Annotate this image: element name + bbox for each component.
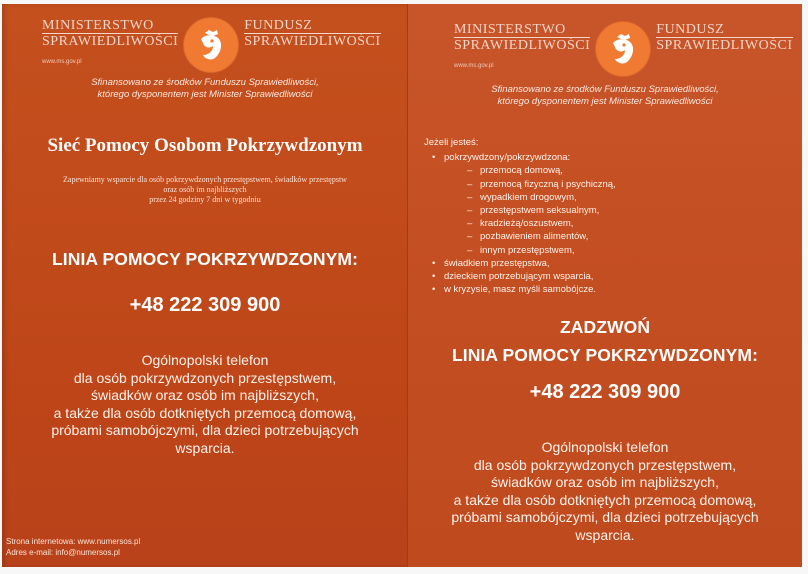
logo-header <box>454 22 793 76</box>
ministry-name-line1: MINISTERSTWO <box>454 22 566 37</box>
body-line: próbami samobójczymi, dla dzieci potrzebujących <box>51 422 359 438</box>
body-line: dla osób pokrzywdzonych przestępstwem, <box>473 456 737 473</box>
website-text: Strona internetowa: www.numersos.pl <box>6 537 141 546</box>
eligibility-item: • świadkiem przestępstwa, <box>424 257 724 270</box>
support-line2: oraz osób im najbliższych <box>163 185 247 194</box>
ministry-logo-text <box>42 18 178 70</box>
left-poster <box>2 4 408 567</box>
email-text: Adres e-mail: info@numersos.pl <box>6 548 120 557</box>
helpline-description <box>2 352 408 457</box>
helpline-heading: LINIA POMOCY POKRZYWDZONYM: <box>51 249 359 269</box>
helpline-phone: +48 222 309 900 <box>529 381 681 403</box>
eligibility-item: • dzieckiem potrzebującym wsparcia, <box>424 270 724 283</box>
eligibility-subitem: – pozbawieniem alimentów, <box>424 230 724 243</box>
eligibility-list <box>424 136 724 296</box>
right-poster <box>408 4 802 567</box>
helpline-heading: LINIA POMOCY POKRZYWDZONYM: <box>451 345 759 365</box>
body-line: Ogólnopolski telefon <box>141 352 269 368</box>
financing-note <box>2 77 408 101</box>
fund-name-line2: SPRAWIEDLIWOŚCI <box>656 38 793 53</box>
ministry-logo-text <box>454 22 590 74</box>
body-line: a także dla osób dotkniętych przemocą domową, <box>453 491 757 508</box>
helpline-phone: +48 222 309 900 <box>129 294 281 316</box>
ministry-name-line1: MINISTERSTWO <box>42 18 154 33</box>
fund-name-line1: FUNDUSZ <box>656 22 725 37</box>
body-line: a także dla osób dotkniętych przemocą domową, <box>53 404 357 421</box>
fund-name-line2: SPRAWIEDLIWOŚCI <box>244 34 381 49</box>
eligibility-subitem: – przemocą fizyczną i psychiczną, <box>424 178 724 191</box>
helpline-description <box>408 439 802 544</box>
eligibility-items <box>424 151 724 296</box>
financing-line2: którego dysponentem jest Minister Sprawiedliwości <box>497 96 713 107</box>
eligibility-subitem: – wypadkiem drogowym, <box>424 191 724 204</box>
body-line: świadków oraz osób im najbliższych, <box>491 474 719 490</box>
support-line3: przez 24 godziny 7 dni w tygodniu <box>149 195 261 204</box>
ministry-url: www.ms.gov.pl <box>454 63 494 69</box>
network-title: Sieć Pomocy Osobom Pokrzywdzonym <box>47 135 363 156</box>
eligibility-subitem: – przemocą domową, <box>424 164 724 177</box>
body-line: Ogólnopolski telefon <box>541 439 669 455</box>
ministry-name-line2: SPRAWIEDLIWOŚCI <box>454 38 591 53</box>
ministry-name-line2: SPRAWIEDLIWOŚCI <box>42 34 179 49</box>
body-line: próbami samobójczymi, dla dzieci potrzebujących <box>451 509 759 525</box>
financing-note <box>408 84 802 108</box>
eligibility-item: • pokrzywdzony/pokrzywdzona: <box>424 151 724 164</box>
eligibility-subitem: – przestępstwem seksualnym, <box>424 204 724 217</box>
financing-line1: Sfinansowano ze środków Funduszu Sprawiedliwości, <box>491 84 719 95</box>
call-heading: ZADZWOŃ <box>559 317 651 337</box>
eligibility-lead: Jeżeli jesteś: <box>424 137 479 148</box>
body-line: wsparcia. <box>575 526 635 543</box>
eligibility-subitem: – innym przestępstwem, <box>424 244 724 257</box>
eagle-emblem-icon <box>596 22 650 76</box>
logo-header <box>42 18 381 72</box>
body-line: dla osób pokrzywdzonych przestępstwem, <box>73 369 337 386</box>
body-line: świadków oraz osób im najbliższych, <box>91 387 319 403</box>
eagle-emblem-icon <box>184 18 238 72</box>
fund-logo-text <box>244 18 380 49</box>
fund-logo-text <box>656 22 792 53</box>
contact-footer <box>6 536 140 558</box>
support-line1: Zapewniamy wsparcie dla osób pokrzywdzonych przestępstwem, świadków przestępstw <box>63 175 347 184</box>
financing-line2: którego dysponentem jest Minister Sprawiedliwości <box>97 89 313 100</box>
support-description <box>2 175 408 205</box>
eligibility-item: • w kryzysie, masz myśli samobójcze. <box>424 283 724 296</box>
fund-name-line1: FUNDUSZ <box>244 18 313 33</box>
body-line: wsparcia. <box>175 439 235 456</box>
ministry-url: www.ms.gov.pl <box>42 59 82 65</box>
eligibility-subitem: – kradzieżą/oszustwem, <box>424 217 724 230</box>
financing-line1: Sfinansowano ze środków Funduszu Sprawiedliwości, <box>91 77 319 88</box>
